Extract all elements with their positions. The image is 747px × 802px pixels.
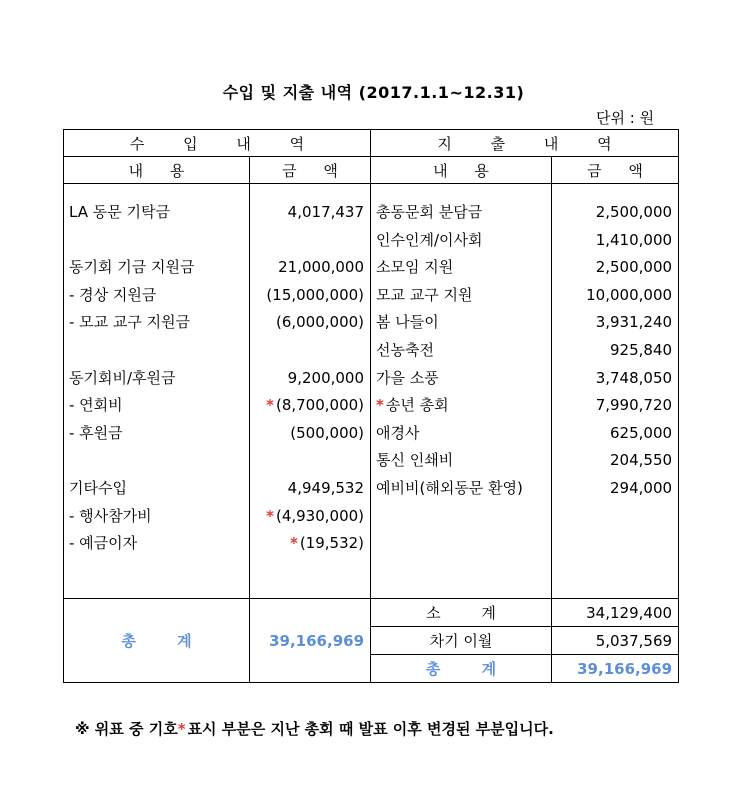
amount-text: (19,532): [299, 534, 365, 553]
label-cell: [64, 475, 249, 503]
income-total-label: 총 계: [64, 599, 250, 683]
label-text: - 경상 지원금: [69, 285, 157, 304]
label-text: 통신 인쇄비: [376, 451, 454, 470]
unit-label: 단위 : 원: [596, 109, 655, 127]
label-text: 소모임 지원: [376, 258, 454, 277]
expense-section-header: 지 출 내 역: [371, 130, 679, 157]
amount-text: 4,949,532: [287, 478, 365, 497]
amount-text: 294,000: [610, 478, 673, 497]
label-cell: [64, 503, 249, 531]
label-text: 선농축전: [376, 340, 434, 359]
amount-cell: [552, 392, 678, 420]
star-icon: *: [266, 506, 274, 525]
amount-text: 21,000,000: [278, 258, 365, 277]
income-section-header: 수 입 내 역: [64, 130, 371, 157]
label-cell: [371, 309, 551, 337]
income-amount-header: 금 액: [250, 157, 371, 184]
amount-cell: [250, 199, 370, 227]
label-cell: [64, 337, 249, 365]
label-cell: [371, 254, 551, 282]
amount-text: 7,990,720: [595, 396, 673, 415]
label-cell: [371, 475, 551, 503]
amount-cell: [552, 227, 678, 255]
income-content-header: 내 용: [64, 157, 250, 184]
amount-text: 10,000,000: [586, 285, 673, 304]
amount-cell: [552, 420, 678, 448]
label-cell: [371, 365, 551, 393]
label-cell: [371, 447, 551, 475]
amount-text: 4,017,437: [287, 203, 365, 221]
amount-cell: [552, 309, 678, 337]
amount-text: 3,748,050: [595, 368, 673, 387]
amount-text: (6,000,000): [275, 313, 365, 332]
amount-cell: [552, 337, 678, 365]
label-text: LA 동문 기탁금: [69, 203, 170, 221]
amount-text: 204,550: [610, 451, 673, 470]
amount-cell: [552, 199, 678, 227]
carryover-value: 5,037,569: [552, 627, 679, 655]
amount-text: 2,500,000: [595, 258, 673, 277]
document-title: 수입 및 지출 내역 (2017.1.1~12.31): [222, 83, 525, 102]
label-text: 애경사: [376, 423, 420, 442]
income-expense-table: [63, 129, 679, 683]
amount-cell: [552, 254, 678, 282]
label-cell: [64, 282, 249, 310]
label-text: - 행사참가비: [69, 506, 152, 525]
label-text: 기타수입: [69, 478, 127, 497]
expense-label-column: [371, 184, 552, 599]
star-icon: *: [376, 396, 384, 415]
subtotal-label: 소 계: [371, 599, 552, 627]
amount-text: 2,500,000: [595, 203, 673, 221]
label-cell: [64, 530, 249, 558]
amount-cell: [250, 309, 370, 337]
label-text: 가을 소풍: [376, 368, 439, 387]
label-text: - 후원금: [69, 423, 123, 442]
amount-cell: [250, 365, 370, 393]
amount-text: 1,410,000: [595, 230, 673, 249]
amount-cell: [552, 475, 678, 503]
label-cell: [371, 337, 551, 365]
label-cell: [371, 420, 551, 448]
footnote-suffix: 표시 부분은 지난 총회 때 발표 이후 변경된 부분입니다.: [187, 720, 554, 738]
amount-cell: [250, 503, 370, 531]
footnote-prefix: ※ 위표 중 기호: [75, 720, 178, 738]
amount-cell: [250, 530, 370, 558]
label-text: 동기회 기금 지원금: [69, 258, 195, 277]
label-cell: [371, 282, 551, 310]
label-cell: [371, 392, 551, 420]
label-cell: [64, 392, 249, 420]
label-cell: [64, 227, 249, 255]
amount-cell: [250, 392, 370, 420]
amount-text: (8,700,000): [275, 396, 365, 415]
label-text: 봄 나들이: [376, 313, 439, 332]
label-cell: [371, 227, 551, 255]
amount-cell: [250, 282, 370, 310]
star-icon: *: [266, 396, 274, 415]
label-cell: [64, 254, 249, 282]
expense-total-value: 39,166,969: [552, 655, 679, 683]
label-cell: [371, 199, 551, 227]
amount-text: (4,930,000): [275, 506, 365, 525]
amount-cell: [552, 447, 678, 475]
amount-text: 625,000: [610, 423, 673, 442]
expense-amount-column: [552, 184, 679, 599]
amount-cell: [250, 447, 370, 475]
label-cell: [64, 309, 249, 337]
label-text: 총동문회 분담금: [376, 203, 483, 221]
label-cell: [64, 420, 249, 448]
amount-text: (15,000,000): [266, 285, 365, 304]
amount-text: (500,000): [290, 423, 365, 442]
amount-cell: [250, 420, 370, 448]
amount-text: 925,840: [610, 340, 673, 359]
label-text: 송년 총회: [385, 396, 449, 415]
label-text: 동기회비/후원금: [69, 368, 176, 387]
label-text: - 예금이자: [69, 534, 138, 553]
label-text: 예비비(해외동문 환영): [376, 478, 523, 497]
subtotal-value: 34,129,400: [552, 599, 679, 627]
star-icon: *: [177, 720, 186, 738]
income-total-value: 39,166,969: [250, 599, 371, 683]
amount-cell: [250, 337, 370, 365]
amount-cell: [552, 282, 678, 310]
amount-cell: [250, 254, 370, 282]
income-label-column: [64, 184, 250, 599]
star-icon: *: [289, 534, 298, 553]
carryover-label: 차기 이월: [371, 627, 552, 655]
expense-total-label: 총 계: [371, 655, 552, 683]
label-text: 인수인계/이사회: [376, 230, 483, 249]
amount-text: 3,931,240: [595, 313, 673, 332]
amount-text: 9,200,000: [287, 368, 365, 387]
expense-amount-header: 금 액: [552, 157, 679, 184]
label-text: - 모교 교구 지원금: [69, 313, 191, 332]
label-text: - 연회비: [69, 396, 123, 415]
amount-cell: [552, 365, 678, 393]
amount-cell: [250, 227, 370, 255]
footnote: [75, 718, 554, 739]
amount-cell: [250, 475, 370, 503]
label-cell: [64, 199, 249, 227]
label-cell: [64, 447, 249, 475]
expense-content-header: 내 용: [371, 157, 552, 184]
label-text: 모교 교구 지원: [376, 285, 473, 304]
label-cell: [64, 365, 249, 393]
income-amount-column: [250, 184, 371, 599]
